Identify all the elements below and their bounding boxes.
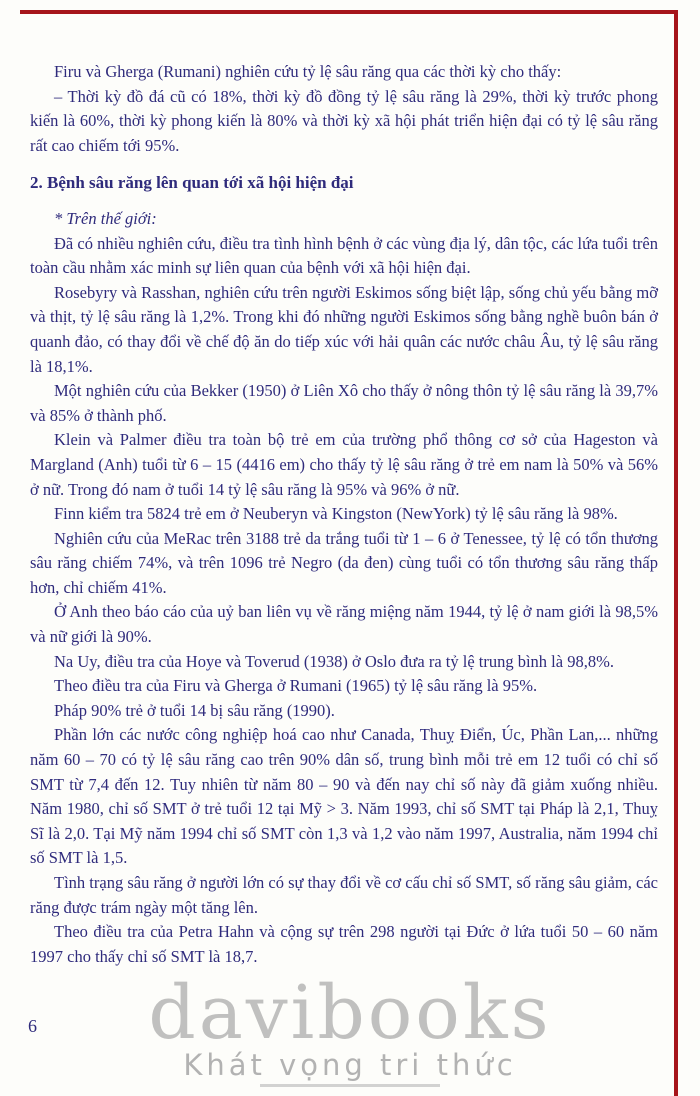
- publisher-watermark: [0, 970, 700, 1087]
- paragraph: Tình trạng sâu răng ở người lớn có sự thay đổi về cơ cấu chỉ số SMT, số răng sâu giảm, các răng được trám ngày một tăng lên.: [30, 873, 658, 917]
- paragraph: Một nghiên cứu của Bekker (1950) ở Liên Xô cho thấy ở nông thôn tỷ lệ sâu răng là 39,7% và 85% ở thành phố.: [30, 381, 658, 425]
- paragraph: Đã có nhiều nghiên cứu, điều tra tình hình bệnh ở các vùng địa lý, dân tộc, các lứa tuổi trên toàn cầu nhằm xác minh sự liên quan của bệnh với xã hội hiện đại.: [30, 233, 658, 278]
- paragraph: Pháp 90% trẻ ở tuổi 14 bị sâu răng (1990).: [54, 700, 335, 720]
- watermark-underline: [260, 1084, 440, 1087]
- watermark-brand: davibooks: [148, 970, 552, 1056]
- paragraph: Rosebyry và Rasshan, nghiên cứu trên người Eskimos sống biệt lập, sống chủ yếu bằng mỡ và thịt, tỷ lệ sâu răng là 1,2%. Trong khi đó những người Eskimos sống bằng nghề buôn bán ở quanh đảo, có thay đổi về chế độ ăn do tiếp xúc với hải quân các nước châu Âu, tỷ lệ sâu răng là 18,1%.: [30, 282, 658, 376]
- paragraph: Na Uy, điều tra của Hoye và Toverud (1938) ở Oslo đưa ra tỷ lệ trung bình là 98,8%.: [54, 651, 614, 671]
- paragraph: Finn kiểm tra 5824 trẻ em ở Neuberyn và Kingston (NewYork) tỷ lệ sâu răng là 98%.: [54, 504, 618, 524]
- paragraph: Klein và Palmer điều tra toàn bộ trẻ em của trường phổ thông cơ sở của Hageston và Margland (Anh) tuổi từ 6 – 15 (4416 em) cho thấy tỷ lệ sâu răng ở trẻ em nam là 50% và 56% ở nữ. Trong đó nam ở tuổi 14 tỷ lệ sâu răng là 95% và 96% ở nữ.: [30, 430, 658, 499]
- paragraph: Theo điều tra của Firu và Gherga ở Rumani (1965) tỷ lệ sâu răng là 95%.: [54, 676, 538, 696]
- intro-paragraph: Firu và Gherga (Rumani) nghiên cứu tỷ lệ sâu răng qua các thời kỳ cho thấy:: [54, 62, 562, 81]
- paragraph: Phần lớn các nước công nghiệp hoá cao như Canada, Thuỵ Điển, Úc, Phần Lan,... những năm 60 – 70 có tỷ lệ sâu răng cao trên 90% dân số, trung bình mỗi trẻ em 12 tuổi có chỉ số SMT từ 7,4 đến 12. Tuy nhiên từ năm 80 – 90 và đến nay chỉ số này đã giảm xuống nhiều. Năm 1980, chỉ số SMT ở trẻ tuổi 12 tại Mỹ > 3. Năm 1993, chỉ số SMT tại Pháp là 2,1, Thuỵ Sĩ là 2,0. Tại Mỹ năm 1994 chỉ số SMT còn 1,3 và 1,2 vào năm 1997, Australia, năm 1994 chỉ số SMT là 1,5.: [30, 725, 658, 868]
- paragraph: Ở Anh theo báo cáo của uỷ ban liên vụ về răng miệng năm 1944, tỷ lệ ở nam giới là 98,5% và nữ giới là 90%.: [30, 602, 658, 647]
- paragraph: Nghiên cứu của MeRac trên 3188 trẻ da trắng tuổi từ 1 – 6 ở Tenessee, tỷ lệ có tổn thương sâu răng chiếm 74%, và trên 1096 trẻ Negro (da đen) cùng tuổi có tổn thương sâu răng thấp hơn, chỉ chiếm 41%.: [30, 528, 658, 597]
- section-heading: 2. Bệnh sâu răng lên quan tới xã hội hiện đại: [30, 173, 354, 193]
- page-content: [30, 60, 658, 969]
- watermark-slogan: Khát vọng tri thức: [183, 1048, 517, 1082]
- paragraph: Theo điều tra của Petra Hahn và cộng sự trên 298 người tại Đức ở lứa tuổi 50 – 60 năm 1997 cho thấy chỉ số SMT là 18,7.: [30, 922, 658, 966]
- page-border-top: [20, 10, 678, 14]
- intro-paragraph: – Thời kỳ đồ đá cũ có 18%, thời kỳ đồ đồng tỷ lệ sâu răng là 29%, thời kỳ trước phong kiến là 60%, thời kỳ phong kiến là 80% và thời kỳ xã hội phát triển hiện đại có tỷ lệ sâu răng rất cao chiếm tới 95%.: [30, 86, 658, 155]
- page-number: 6: [28, 1016, 37, 1036]
- page-border-right: [674, 10, 678, 1096]
- subsection-label: * Trên thế giới:: [54, 208, 157, 228]
